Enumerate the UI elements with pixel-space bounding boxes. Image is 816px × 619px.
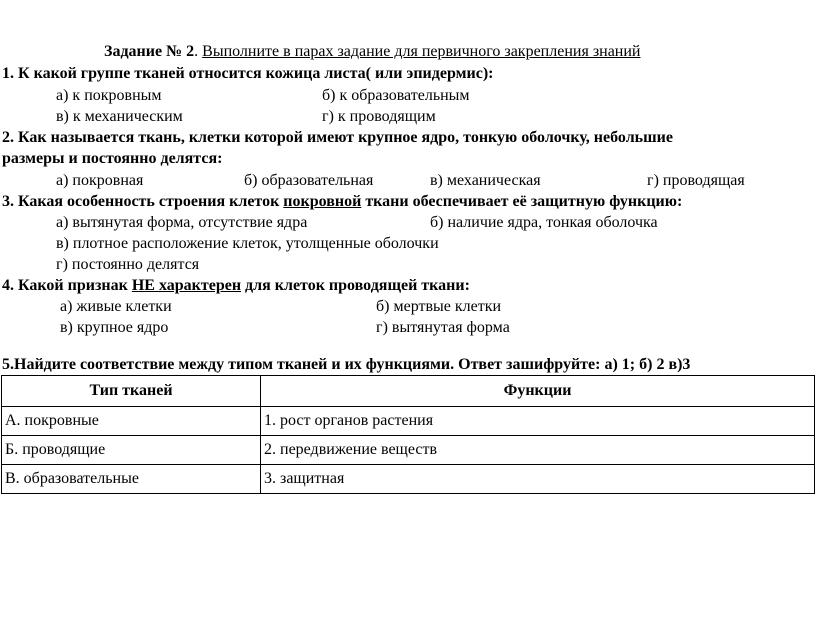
question-2-line-2: размеры и постоянно делятся: bbox=[2, 150, 223, 167]
matching-table bbox=[1, 375, 815, 494]
task-instruction: Выполните в парах задание для первичного закрепления знаний bbox=[202, 43, 641, 60]
q3-text-pre: 3. Какая особенность строения клеток bbox=[2, 193, 284, 210]
question-1: 1. К какой группе тканей относится кожица листа( или эпидермис): bbox=[2, 65, 494, 82]
table-header-tissue-type: Тип тканей bbox=[2, 376, 261, 407]
q2-option-a: а) покровная bbox=[56, 172, 144, 189]
question-2-line-1: 2. Как называется ткань, клетки которой имеют крупное ядро, тонкую оболочку, небольшие bbox=[2, 129, 673, 146]
table-row bbox=[2, 465, 815, 494]
table-cell-tissue: Б. проводящие bbox=[2, 436, 261, 465]
table-cell-function: 1. рост органов растения bbox=[261, 407, 815, 436]
q3-text-post: ткани обеспечивает её защитную функцию: bbox=[361, 193, 683, 210]
question-5: 5.Найдите соответствие между типом тканей и их функциями. Ответ зашифруйте: а) 1; б) 2 в)3 bbox=[2, 356, 691, 373]
q3-emphasis: покровной bbox=[283, 193, 362, 210]
question-3 bbox=[2, 192, 682, 212]
q2-option-d: г) проводящая bbox=[647, 172, 745, 189]
q3-option-b: б) наличие ядра, тонкая оболочка bbox=[430, 214, 658, 231]
q2-option-b: б) образовательная bbox=[244, 172, 374, 189]
q4-option-b: б) мертвые клетки bbox=[376, 298, 502, 315]
task-title bbox=[104, 42, 640, 62]
q4-option-c: в) крупное ядро bbox=[60, 319, 169, 336]
q3-option-d: г) постоянно делятся bbox=[56, 256, 200, 273]
q3-option-c: в) плотное расположение клеток, утолщенные оболочки bbox=[56, 235, 439, 252]
table-cell-function: 2. передвижение веществ bbox=[261, 436, 815, 465]
task-title-sep: . bbox=[194, 43, 199, 60]
q1-option-d: г) к проводящим bbox=[322, 108, 436, 125]
q3-option-a: а) вытянутая форма, отсутствие ядра bbox=[56, 214, 308, 231]
table-cell-tissue: В. образовательные bbox=[2, 465, 261, 494]
q4-text-post: для клеток проводящей ткани: bbox=[241, 277, 470, 294]
q1-option-c: в) к механическим bbox=[56, 108, 183, 125]
q1-option-a: а) к покровным bbox=[56, 87, 162, 104]
task-number: Задание № 2 bbox=[104, 43, 195, 60]
table-row bbox=[2, 436, 815, 465]
q4-text-pre: 4. Какой признак bbox=[2, 277, 132, 294]
q4-option-d: г) вытянутая форма bbox=[376, 319, 510, 336]
q4-option-a: а) живые клетки bbox=[60, 298, 172, 315]
q1-option-b: б) к образовательным bbox=[322, 87, 470, 104]
table-header-functions: Функции bbox=[261, 376, 815, 407]
table-row bbox=[2, 407, 815, 436]
q2-option-c: в) механическая bbox=[430, 172, 541, 189]
table-cell-tissue: А. покровные bbox=[2, 407, 261, 436]
table-cell-function: 3. защитная bbox=[261, 465, 815, 494]
question-4 bbox=[2, 276, 470, 296]
table-header-row bbox=[2, 376, 815, 407]
q4-emphasis: НЕ характерен bbox=[131, 277, 242, 294]
